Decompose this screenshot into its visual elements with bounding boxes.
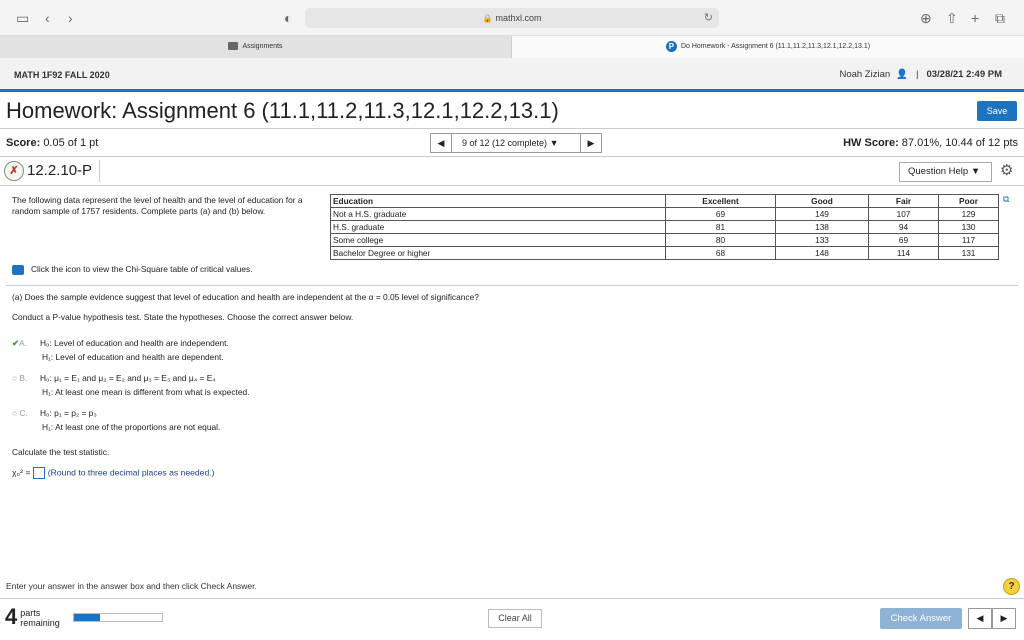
enter-instruction: Enter your answer in the answer box and then click Check Answer. xyxy=(6,581,257,591)
question-select[interactable]: 9 of 12 (12 complete) ▼ xyxy=(452,133,580,153)
table-cell: H.S. graduate xyxy=(331,221,666,234)
address-bar[interactable] xyxy=(305,8,719,28)
course-header xyxy=(0,58,1024,92)
table-header: Fair xyxy=(869,195,939,208)
question-id-text: 12.2.10-P xyxy=(27,162,93,179)
reload-icon[interactable]: ↻ xyxy=(703,12,713,24)
save-button[interactable]: Save xyxy=(977,101,1017,121)
forward-icon[interactable]: › xyxy=(68,10,73,26)
data-table xyxy=(330,194,999,260)
intro-text: The following data represent the level of health and the level of education for a random sample of 1757 residents. Complete parts (a) and (b) below. xyxy=(12,195,303,216)
next-question-button[interactable]: ▶ xyxy=(992,608,1016,629)
divider xyxy=(0,185,1024,186)
table-cell: 94 xyxy=(869,221,939,234)
table-cell: 107 xyxy=(869,208,939,221)
tab-label: Assignments xyxy=(242,43,283,50)
page-title: Homework: Assignment 6 (11.1,11.2,11.3,12.1,12.2,13.1) xyxy=(6,98,559,123)
datetime: 03/28/21 2:49 PM xyxy=(926,69,1002,80)
score-value: 0.05 of 1 pt xyxy=(43,137,99,149)
progress-fill xyxy=(74,614,100,621)
divider xyxy=(6,285,1018,286)
parts-count: 4 xyxy=(5,604,18,629)
chi-square-table-link[interactable] xyxy=(12,264,253,275)
calculate-instruction: Calculate the test statistic. xyxy=(12,447,110,457)
table-cell: 148 xyxy=(776,247,869,260)
table-cell: 138 xyxy=(776,221,869,234)
user-icon: 👤 xyxy=(896,69,908,80)
table-header: Excellent xyxy=(666,195,776,208)
tab-overview-icon[interactable]: ⧉ xyxy=(995,10,1005,26)
table-cell: 80 xyxy=(666,234,776,247)
table-cell: 69 xyxy=(869,234,939,247)
hw-score-value: 87.01%, 10.44 of 12 pts xyxy=(901,137,1018,149)
score xyxy=(6,137,98,149)
part-a-question: (a) Does the sample evidence suggest that level of education and health are independent at the α = 0.05 level of significance? xyxy=(12,292,479,302)
table-cell: 133 xyxy=(776,234,869,247)
question-id xyxy=(4,160,100,182)
chi-square-link-text: Click the icon to view the Chi-Square table of critical values. xyxy=(31,264,253,274)
divider: | xyxy=(916,69,919,80)
radio-c[interactable]: ○ C. xyxy=(12,408,28,418)
parts-label: parts xyxy=(20,608,41,618)
prev-question-button[interactable]: ◀ xyxy=(968,608,992,629)
new-tab-icon[interactable]: + xyxy=(971,10,980,26)
url-text: mathxl.com xyxy=(495,13,542,23)
gear-icon[interactable]: ⚙ xyxy=(1000,162,1014,179)
table-header-row xyxy=(331,195,999,208)
help-icon[interactable]: ? xyxy=(1003,578,1020,595)
table-cell: 68 xyxy=(666,247,776,260)
tab-favicon-icon xyxy=(228,42,238,50)
question-help-button[interactable]: Question Help ▼ xyxy=(899,162,992,182)
book-icon[interactable] xyxy=(12,265,24,275)
table-cell: 131 xyxy=(939,247,999,260)
next-question-button[interactable]: ▶ xyxy=(580,133,602,153)
share-icon[interactable]: ⇧ xyxy=(946,10,958,26)
remaining-label: remaining xyxy=(20,618,60,628)
back-icon[interactable]: ‹ xyxy=(45,10,50,26)
tab-do-homework[interactable] xyxy=(512,36,1024,58)
pearson-icon: P xyxy=(666,41,677,52)
table-cell: 69 xyxy=(666,208,776,221)
divider xyxy=(0,156,1024,157)
user-name[interactable]: Noah Zizian xyxy=(839,69,891,80)
option-h0: H₀: Level of education and health are independent. xyxy=(40,338,229,348)
question-help-label: Question Help xyxy=(908,166,969,177)
test-statistic-input[interactable] xyxy=(33,467,45,479)
course-name: MATH 1F92 FALL 2020 xyxy=(14,70,110,80)
table-cell: Some college xyxy=(331,234,666,247)
table-row xyxy=(331,208,999,221)
test-statistic-row xyxy=(12,467,214,479)
option-h1: H₁: Level of education and health are dependent. xyxy=(42,352,224,362)
table-header: Good xyxy=(776,195,869,208)
score-label: Score: xyxy=(6,137,41,149)
progress-bar xyxy=(73,613,163,622)
table-cell: Bachelor Degree or higher xyxy=(331,247,666,260)
question-select-label: 9 of 12 (12 complete) xyxy=(462,138,548,148)
tab-assignments[interactable] xyxy=(0,36,512,58)
option-h1: H₁: At least one mean is different from what is expected. xyxy=(42,387,250,397)
footer-question-nav xyxy=(968,608,1016,629)
question-navigator xyxy=(430,133,602,153)
table-cell: 129 xyxy=(939,208,999,221)
option-a[interactable] xyxy=(12,336,229,364)
option-letter: C. xyxy=(19,408,28,418)
correct-check-icon: ✔ xyxy=(12,338,20,348)
table-cell: 81 xyxy=(666,221,776,234)
divider xyxy=(0,128,1024,129)
radio-a[interactable] xyxy=(12,336,40,350)
table-cell: 130 xyxy=(939,221,999,234)
divider xyxy=(0,598,1024,599)
sidebar-icon[interactable]: ▭ xyxy=(16,10,30,26)
round-note: (Round to three decimal places as needed.) xyxy=(47,467,215,478)
conduct-instruction: Conduct a P-value hypothesis test. State the hypotheses. Choose the correct answer below. xyxy=(12,312,354,322)
parts-remaining xyxy=(5,605,60,629)
table-cell: 114 xyxy=(869,247,939,260)
chi-square-label: χ₀² = xyxy=(12,467,31,478)
table-cell: 149 xyxy=(776,208,869,221)
tabs-bar xyxy=(0,36,1024,58)
browser-toolbar xyxy=(0,0,1024,36)
radio-b[interactable]: ○ B. xyxy=(12,373,28,383)
option-letter: A. xyxy=(19,338,27,348)
option-letter: B. xyxy=(19,373,28,383)
option-h0: H₀: μ₁ = E₁ and μ₂ = E₂ and μ₃ = E₃ and μ₄ = E₄ xyxy=(40,373,216,383)
table-row xyxy=(331,234,999,247)
check-answer-button[interactable]: Check Answer xyxy=(880,608,962,629)
partial-credit-icon: ✗ xyxy=(4,161,24,181)
table-row xyxy=(331,247,999,260)
option-h1: H₁: At least one of the proportions are not equal. xyxy=(42,422,221,432)
table-cell: Not a H.S. graduate xyxy=(331,208,666,221)
tab-label: Do Homework - Assignment 6 (11.1,11.2,11.3,12.1,12.2,13.1) xyxy=(680,43,871,50)
lock-icon: 🔒 xyxy=(482,14,493,23)
table-cell: 117 xyxy=(939,234,999,247)
table-row xyxy=(331,221,999,234)
option-c[interactable] xyxy=(12,406,220,434)
table-header: Education xyxy=(331,195,666,208)
option-b[interactable] xyxy=(12,371,250,399)
clear-all-button[interactable]: Clear All xyxy=(488,609,542,628)
user-info xyxy=(839,69,1002,80)
hw-score xyxy=(843,137,1018,149)
copy-table-icon[interactable]: ⧉ xyxy=(1003,194,1010,204)
table-header: Poor xyxy=(939,195,999,208)
privacy-shield-icon[interactable]: ◐ xyxy=(284,10,293,26)
prev-question-button[interactable]: ◀ xyxy=(430,133,452,153)
hw-score-label: HW Score: xyxy=(843,137,899,149)
option-h0: H₀: p₁ = p₂ = p₃ xyxy=(40,408,97,418)
download-icon[interactable]: ⊕ xyxy=(920,10,932,26)
